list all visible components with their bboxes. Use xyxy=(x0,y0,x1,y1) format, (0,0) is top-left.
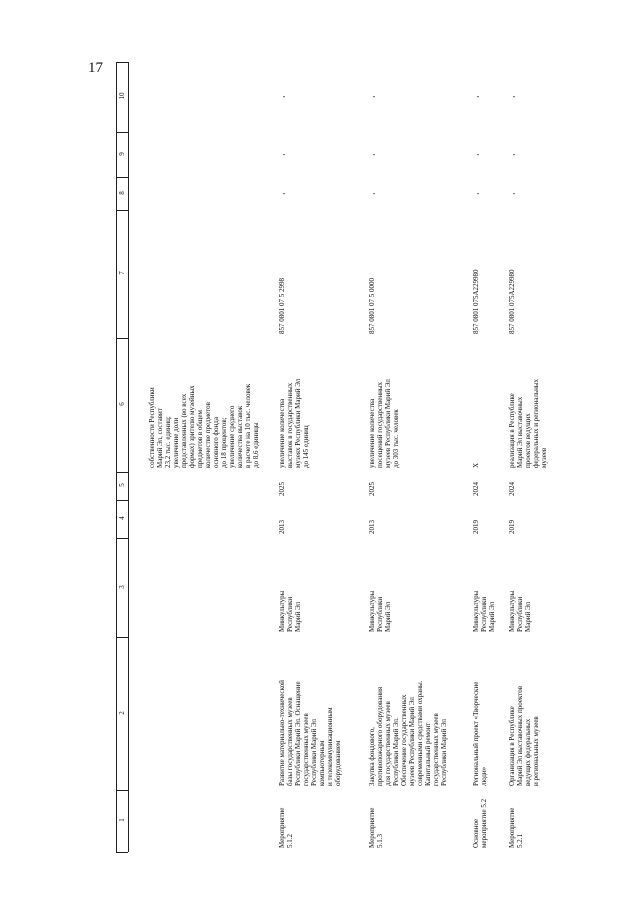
table-cell: X xyxy=(472,462,480,468)
table-cell: - xyxy=(372,149,376,159)
table-cell: 2019 xyxy=(508,520,516,534)
table-cell: - xyxy=(372,92,376,101)
table-cell: - xyxy=(476,188,480,198)
table-cell: - xyxy=(372,188,376,198)
table-cell: 857 0801 07 5 0000 xyxy=(368,278,376,334)
column-separator xyxy=(116,132,128,133)
table-cell: - xyxy=(282,92,286,101)
column-header: 9 xyxy=(118,151,126,156)
table-cell: 857 0801 07 5 2998 xyxy=(278,278,286,334)
table-cell: увеличение количества выставок в государственных музеях Республики Марий Эл до 145 единиц xyxy=(278,378,310,468)
table-cell: Минкультуры Республики Марий Эл xyxy=(472,590,496,632)
table-cell: Минкультуры Республики Марий Эл xyxy=(278,590,302,632)
table-bottom-border xyxy=(116,852,128,853)
table-cell: собственности Республики Марий Эл, составит 23,2 тыс. единиц; увеличение доли представленных (во всех формах) зрителю музейных предметов в общем количестве предметов основного фонда до 18 процентов; увеличение среднего количества выставок в расчете на 10 тыс. человек до 8,6 единицы xyxy=(148,383,260,468)
table-cell: Развитие материально-технической базы государственных музеев Республики Марий Эл. Оснащение государственных музеев Республики Марий Эл компьютерным и телекоммуникационным оборудованием xyxy=(278,680,342,786)
column-header: 4 xyxy=(118,516,126,520)
table-header-left xyxy=(116,62,117,852)
table-cell: - xyxy=(476,92,480,101)
column-header: 10 xyxy=(118,92,126,100)
table-cell: - xyxy=(282,188,286,198)
table-cell: Мероприятие 5.1.2 xyxy=(278,807,294,848)
table-cell: - xyxy=(512,188,516,198)
table-cell: Минкультуры Республики Марий Эл xyxy=(508,590,532,632)
column-separator xyxy=(116,500,128,501)
table-cell: Минкультуры Республики Марий Эл xyxy=(368,590,392,632)
table-cell: Организация в Республике Марий Эл выставочных проектов ведущих федеральных и региональных музеев xyxy=(508,685,540,786)
column-separator xyxy=(116,637,128,638)
table-header-rule xyxy=(128,62,129,852)
column-separator xyxy=(116,210,128,211)
table-cell: - xyxy=(512,149,516,159)
column-header: 8 xyxy=(118,190,126,195)
table-cell: Региональный проект «Творческие люди» xyxy=(472,681,488,786)
table-cell: 857 0801 075A229980 xyxy=(472,269,480,334)
table-cell: 857 0801 075A229980 xyxy=(508,269,516,334)
table-cell: Мероприятие 5.1.3 xyxy=(368,807,384,848)
table-cell: - xyxy=(512,92,516,101)
column-header: 2 xyxy=(118,710,126,715)
column-separator xyxy=(116,472,128,473)
table-cell: Закупка фондового, противопожарного оборудования для государственных музеев Республики Марий Эл. Обеспечение государственных музеев Республики Марий Эл современными средствами охраны. Капитальный ремонт государственных музеев Республики Марий Эл xyxy=(368,680,448,786)
table-cell: 2025 xyxy=(278,482,286,496)
column-header: 1 xyxy=(118,818,126,822)
page-number: 17 xyxy=(88,60,103,76)
column-separator xyxy=(116,538,128,539)
table-cell: реализация в Республике Марий Эл выставочных проектов ведущих федеральных и региональных музеев xyxy=(508,378,548,468)
column-header: 7 xyxy=(118,271,126,275)
column-header: 3 xyxy=(118,584,126,589)
column-separator xyxy=(116,338,128,339)
column-header: 5 xyxy=(118,483,126,487)
column-separator xyxy=(116,177,128,178)
table-cell: 2013 xyxy=(368,520,376,534)
table-cell: 2019 xyxy=(472,520,480,534)
table-cell: - xyxy=(282,149,286,159)
column-separator xyxy=(116,790,128,791)
table-cell: увеличение количества посещений государственных музеев Республики Марий Эл до 303 тыс. человек xyxy=(368,379,400,468)
table-cell: - xyxy=(476,149,480,159)
table-cell: 2025 xyxy=(368,482,376,496)
table-cell: 2024 xyxy=(508,482,516,496)
table-cell: 2024 xyxy=(472,482,480,496)
table-cell: Мероприятие 5.2.1 xyxy=(508,807,524,848)
table-cell: Основное мероприятие 5.2 xyxy=(472,798,488,848)
column-separator xyxy=(116,62,128,63)
table-cell: 2013 xyxy=(278,520,286,534)
column-header: 6 xyxy=(118,402,126,406)
